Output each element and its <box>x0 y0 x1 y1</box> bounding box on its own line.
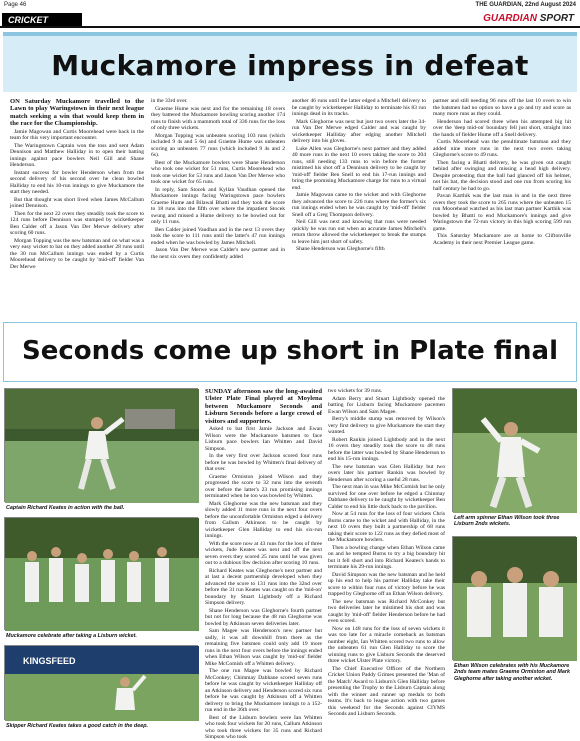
paragraph: Berry's middle stump was removed by Wilson's very first delivery to give Muckamore the start they wanted. <box>328 416 445 435</box>
photo-catch-image <box>5 646 199 721</box>
section-tag: CRICKET <box>2 13 82 26</box>
paragraph: In the very first over Jackson scored four runs before he was bowled by Whitten's final delivery of that over. <box>205 453 322 473</box>
paragraph: Ben Calder joined Vaudhan and in the next 13 overs they took the score to 111 runs until the latter's 47 run innings ended when he was bowled by James Mitchell. <box>151 226 285 246</box>
paragraph: The one run Magee was bowled by Richard McConkey; Chimmay Dabhane scored seven runs before he was caught by wicketkeeper Halliday off an Atkinson delivery and Henderson scored six runs before he was caught by Atkinson off a Whitten delivery to bring the Muckamore innings to a 152-run end in the 36th over. <box>205 668 322 714</box>
paragraph: Sam Magee was Henderson's new partner but sadly, it was all downhill from there as the remaining five batsmen could only add 19 more runs in the next four overs before the innings ended when Ethan Wilson was caught by 'mid-on' fielder Mike McComish off a Whitten delivery. <box>205 628 322 667</box>
paragraph: Robert Rankin joined Lightbody and in the next 16 overs they steadily took the score to 48 runs before the latter was bowled by Shane Henderson to end his 15-run innings. <box>328 436 445 462</box>
paragraph: The Chief Executive Officer of the Northern Cricket Union Paddy Grimes presented the 'Man of the Match' Award to Lisburn's Glen Halliday before presenting the Trophy to the Lisburn Captain along with the winner and runner up medals to both teams. It's back to league action with two games this weekend for the Seconds against CIYMS Seconds and Lisburn Seconds. <box>328 665 445 717</box>
photo-spinner-image <box>453 389 577 513</box>
paragraph: Best of the Muckamore bowlers were Shane Henderson who took one wicket for 51 runs, Curtis Moorehead who took one wicket for 53 runs and Jason Van Der Merwe who took one wicket for 65 runs. <box>151 159 285 185</box>
paragraph: Pavan Karthik was the last man in and in the next three overs they took the score to 265 runs where the unbeaten 15 run Moorehead watched as his last man partner Karthik was bowled by Bhatti to end Muckamore's innings and give Waringstown the 72-run victory in this high scoring 599 run game. <box>433 193 571 232</box>
paragraph: Luke Allen was Gleghorne's next partner and they added 40 more runs in the next 10 overs taking the score to 204 runs, still needing 133 runs to win before the former mistimed his shot off a Dennison delivery to be caught by 'mid-off' fielder Ben Snell to end his 17-run innings and bring the promising Muckamore charge for runs to a virtual end. <box>292 145 426 191</box>
story1-col2 <box>151 98 285 318</box>
paragraph: two wickets for 39 runs. <box>328 388 383 394</box>
photo-teammates-image <box>453 537 577 661</box>
paragraph: The Waringstown Captain won the toss and sent Adam Dennison and Matthew Halliday in to open their batting innings against pace bowlers Neil Gill and Shane Henderson. <box>10 142 144 169</box>
paragraph: The new batsman was Richard McConkey but two deliveries later he mistimed his shot and was caught by 'mid-off' fielder Henderson before he had even scored. <box>328 598 445 624</box>
photo-bowler-image <box>5 389 199 503</box>
paragraph: Mark Gleghorne was next but just two overs later the 34-run Van Der Merwe edged Calder and was caught by wicketkeeper Halliday after edging another Mitchell delivery into his gloves. <box>292 118 426 144</box>
paragraph: Neil Gill was next and knowing that runs were needed quickly he was run out when an accurate James Mitchell's return throw allowed the wicketkeeper to break the stumps to leave him just short of safety. <box>292 219 426 245</box>
story2-headline-box <box>3 322 577 382</box>
paragraph: Best of the Lisburn bowlers were Ian Whitten who took four wickets for 20 runs, Callum Atkinson who took three wickets for 35 runs and Richard Simpson who took <box>205 714 322 741</box>
paragraph: Adam Berry and Stuart Lightbody opened the batting for Lisburn facing Muckamore pacemen Ewan Wilson and Sam Magee. <box>328 395 445 415</box>
caption-4: Left arm spinner Ethan Wilson took three Lisburn 2nds wickets. <box>454 515 560 528</box>
page-topbar <box>0 0 580 10</box>
paragraph: The next man in was Mike McComish but he only survived for one over before he edged a Chinmay Dabhane delivery to be caught by wicketkeeper Ben Calder to end his little duck back to the pavilion. <box>328 484 445 510</box>
paragraph: Morgan Topping was unbeaten scoring 103 runs (which included 9 4s and 5 6s) and Graeme Hume was unbeaten scoring an unbeaten 77 runs (which included 9 4s and 2 6s). <box>151 132 285 158</box>
story2-lead: SUNDAY afternoon saw the long-awaited Ulster Plate Final played at Moylena between Muckamore Seconds and Lisburn Seconds before a large crowd of visitors and supporters. <box>205 388 322 425</box>
story2-colB <box>328 388 445 733</box>
brand-logo <box>483 13 574 24</box>
publication-date: THE GUARDIAN, 22nd August 2024 <box>475 2 576 8</box>
caption-5: Ethan Wilson celebrates with his Muckamore 2nds team mates Graeme Ormiston and Mark Gleghorne after taking another wicket. <box>454 663 570 682</box>
paragraph: This Saturday Muckamore are at home to Cliftonville Academy in their next Premier League game. <box>433 233 571 246</box>
paragraph: In reply, Sam Stocek and Kyllan Vaudhan opened the Muckamore innings facing Waringstown pace bowlers Graeme Hume and Bilawal Bhatti and they took the score to 18 runs into the fifth over where the impatient Stocek swung and missed a Hume delivery to be bowled out for only 11 runs. <box>151 186 285 225</box>
section-header <box>0 12 580 28</box>
paragraph: Now on 148 runs for the loss of seven wickets it was too late for a miracle comeback as batsman number eight, Ian Whitten scored two runs to allow the unbeaten 61 run Glen Halliday to score the winning runs to give Lisburn Seconds the deserved three wicket Ulster Plate victory. <box>328 625 445 664</box>
paragraph: David Simpson was the new batsman and he held up his end to help his partner Halliday take their score to within four runs of victory before he was trapped by Gleghorne off an Ethan Wilson delivery. <box>328 571 445 597</box>
paragraph: Shane Henderson was Gleghorne's fourth partner but not for long because the 48 run Gleghorne was bowled by Atkinson seven deliveries later. <box>205 607 322 627</box>
paragraph: partner and still needing 96 runs off the last 10 overs to win the batsmen had no option so have a go and try and score as many more runs as they could. <box>433 98 571 117</box>
story1-lead: ON Saturday Muckamore travelled to the Lawn to play Waringstown in their next league match seeking a win that would keep them in the race for the Championship. <box>10 98 144 128</box>
story1-col3 <box>292 98 426 318</box>
paragraph: Graeme Hume was next and for the remaining 18 overs they battered the Muckamore bowling scoring another 174 runs to finish with a mammoth total of 336 runs for the loss of only three wickets. <box>151 105 285 131</box>
fence-banner-text: KINGSFEED <box>23 656 76 666</box>
photo-catch <box>4 645 198 720</box>
photo-spinner <box>452 388 576 512</box>
paragraph: Then facing a Bhatti delivery, he was given out caught behind after swinging and missing a head high delivery. Despite protesting that the ball had glanced off his helmet, not his bat, the decision stood and one run from scoring his half century he had to go. <box>433 159 571 192</box>
photo-celebrate <box>4 517 198 630</box>
paragraph: Asked to bat first Jamie Jackson and Ewan Wilson were the Muckamore batsmen to face Lisburn pace bowlers Ian Whitten and David Simpson. <box>205 426 322 452</box>
paragraph: another 46 runs until the latter edged a Mitchell delivery to be caught by wicketkeeper Halliday to terminate his 83 run innings dead in its tracks. <box>292 98 426 117</box>
paragraph: Instant success for bowler Henderson when from the second delivery of his second over he clean bowled Halliday to end his 10-run innings to give Muckamore the start they needed. <box>10 169 144 196</box>
story2-headline: Seconds come up short in Plate final <box>22 336 558 366</box>
paragraph: Henderson had scored three when his attempted big hit over the 'deep mid-on' boundary fell just short, straight into the hands of fielder Hume off a Snell delivery. <box>433 118 571 138</box>
page-number: Page 46 <box>4 2 27 8</box>
photo-celebrate-image <box>5 518 199 631</box>
paragraph: in the 33rd over. <box>151 98 188 104</box>
caption-3: Skipper Richard Keates takes a good catch in the deep. <box>6 723 148 729</box>
paragraph: Richard Keates was Gleghorne's next partner and at last a decent partnership developed when they advanced the score to 131 runs into the 32nd over before the 31 run Keates was caught on the 'mid-on' boundary by Stuart Lightbody off a Richard Simpson delivery. <box>205 567 322 607</box>
caption-1: Captain Richard Keates in action with the ball. <box>6 505 125 511</box>
paragraph: Curtis Moorehead was the penultimate batsman and they added nine more runs in the next two overs taking Gleghorne's score to 49 runs. <box>433 139 571 158</box>
story1-col4 <box>433 98 571 318</box>
paragraph: Morgan Topping was the new batsman and on what was a very easy wicket to bat on they added another 28 runs until the 30 run McCallum innings was ended by a Curtis Moorehead delivery to be caught by 'mid-off' fielder Van Der Merwe <box>10 237 144 270</box>
paragraph: Now at 54 runs for the loss of four wickets Chris Burns came to the wicket and with Halliday, in the next 10 overs they built a partnership of 68 runs taking their score to 122 runs as they defied most of the Muckamore bowlers. <box>328 511 445 543</box>
photo-bowler <box>4 388 198 502</box>
paragraph: But that thought was short lived when James McCallum joined Dennison. <box>10 196 144 210</box>
paragraph: Then a bowling change when Ethan Wilson came on and he tempted Burns to try a big boundary hit but it fell short and into Richard Keates's hands to terminate his 29-run innings. <box>328 544 445 570</box>
paragraph: Then for the next 22 overs they steadily took the score to 124 runs before Dennison was stumped by wicketkeeper Ben Calder off a Jason Van Der Merwe delivery after scoring 60 runs. <box>10 210 144 237</box>
brand-a: GUARDIAN <box>483 13 537 24</box>
paragraph: Jamie Magowan came to the wicket and with Gleghorne they advanced the score to 226 runs where the former's six run innings ended when he was caught by 'mid-off' fielder Snell off a Greg Thompson delivery. <box>292 192 426 218</box>
story1-headline: Muckamore impress in defeat <box>51 49 529 82</box>
paragraph: With the score now at 43 runs for the loss of three wickets, Jude Keates was next and off the next seven overs they scored 25 runs until he was given out to a dubious lbw decision after scoring 10 runs. <box>205 540 322 567</box>
story1-headline-box <box>3 32 577 92</box>
story2-colA <box>205 388 322 741</box>
paragraph: Jamie Magowan and Curtis Moorehead were back in the team for this very important encounter. <box>10 128 144 142</box>
caption-2: Muckamore celebrate after taking a Lisburn wicket. <box>6 633 137 639</box>
paragraph: Shane Henderson was Gleghorne's fifth <box>296 246 385 252</box>
paragraph: Jason Van Der Merwe was Calder's new partner and in the next six overs they confidently added <box>151 247 285 260</box>
paragraph: Mark Gleghorne was the new batsman and they slowly added 11 more runs in the next four overs before the unconfortable Ormiston edged a delivery from Callum Atkinson to be caught by wicketkeeper Glen Halliday to end his six-run innings. <box>205 500 322 540</box>
story1-col1 <box>10 98 144 318</box>
paragraph: The new batsman was Glen Halliday but two overs later his partner Rankin was bowled by Henderson after scoring a useful 28 runs. <box>328 463 445 483</box>
brand-b: SPORT <box>536 13 574 24</box>
paragraph: Graeme Ormiston joined Wilson and they progressed the score to 32 runs into the seventh over before the latter's 23 run promising innings terminated when he too was bowled by Whitten. <box>205 473 322 500</box>
photo-teammates <box>452 536 576 660</box>
